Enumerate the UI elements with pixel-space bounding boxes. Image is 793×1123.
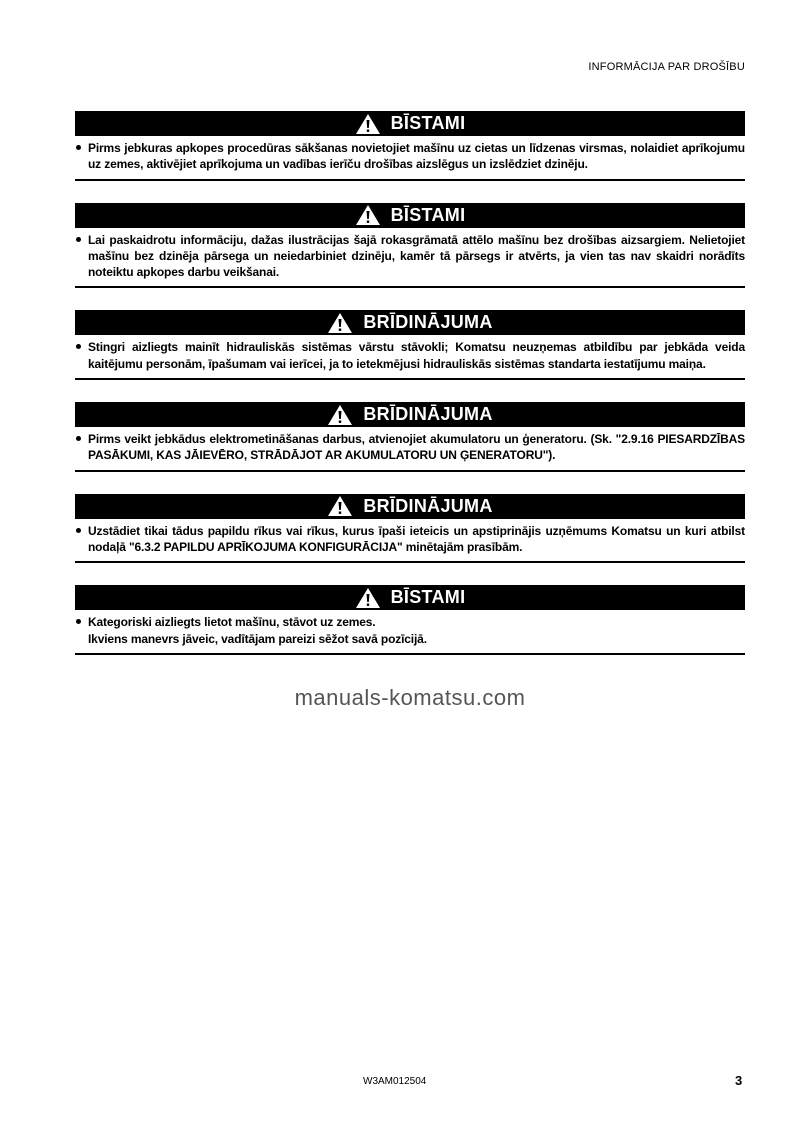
notice-header [75, 203, 745, 228]
notice-header [75, 585, 745, 610]
notice-header [75, 310, 745, 335]
safety-notice-warning [75, 402, 745, 472]
bullet-icon [76, 145, 81, 150]
bullet-icon [76, 237, 81, 242]
notice-text: Pirms veikt jebkādus elektrometināšanas darbus, atvienojiet akumulatoru un ģeneratoru. (Sk. "2.9.16 PIESARDZĪBAS PASĀKUMI, KAS JĀIEVĒRO, STRĀDĀJOT AR AKUMULATORU UN ĢENERATORU"). [88, 432, 745, 463]
warning-triangle-icon [355, 587, 381, 609]
warning-triangle-icon [327, 312, 353, 334]
warning-triangle-icon [327, 495, 353, 517]
notice-text: Ikviens manevrs jāveic, vadītājam pareizi sēžot savā pozīcijā. [88, 631, 427, 646]
notice-header [75, 494, 745, 519]
notice-title: BRĪDINĀJUMA [363, 312, 493, 333]
safety-notice-warning [75, 310, 745, 380]
notice-text: Uzstādiet tikai tādus papildu rīkus vai rīkus, kurus īpaši ieteicis un apstiprinājis uzņēmums Komatsu un kuri atbilst nodaļā "6.3.2 PAPILDU APRĪKOJUMA KONFIGURĀCIJA" minētajām prasībām. [88, 523, 745, 554]
notice-body [75, 228, 745, 289]
bullet-icon [76, 436, 81, 441]
safety-notice-danger [75, 111, 745, 181]
notice-title: BRĪDINĀJUMA [363, 404, 493, 425]
notice-text: Lai paskaidrotu informāciju, dažas ilustrācijas šajā rokasgrāmatā attēlo mašīnu bez drošības aizsargiem. Nelietojiet mašīnu bez dzinēja pārsega un neiedarbiniet dzinēju, kamēr tā pārsegs ir atvērts, ja vien tas nav skaidri norādīts noteiktu apkopes darbu veikšanai. [88, 232, 745, 280]
notice-title: BRĪDINĀJUMA [363, 495, 493, 516]
bullet-icon [76, 619, 81, 624]
safety-notices [75, 111, 745, 711]
notice-title: BĪSTAMI [390, 587, 466, 608]
notice-body [75, 519, 745, 564]
notice-title: BĪSTAMI [390, 113, 466, 133]
notice-header [75, 111, 745, 136]
warning-triangle-icon [355, 113, 381, 135]
warning-triangle-icon [327, 404, 353, 426]
notice-body [75, 427, 745, 472]
bullet-icon [76, 528, 81, 533]
notice-title: BĪSTAMI [390, 204, 466, 225]
safety-notice-danger [75, 203, 745, 289]
notice-body [75, 335, 745, 380]
warning-triangle-icon [355, 204, 381, 226]
running-header: INFORMĀCIJA PAR DROŠĪBU [588, 61, 745, 73]
safety-notice-danger [75, 585, 745, 655]
notice-header [75, 402, 745, 427]
notice-body [75, 610, 745, 655]
notice-text: Stingri aizliegts mainīt hidrauliskās sistēmas vārstu stāvokli; Komatsu neuzņemas atbildību par jebkāda veida kaitējumu personām, īpašumam vai ierīcei, ja to ietekmējusi hidrauliskās sistēmas standarta iestatījumu maiņa. [88, 340, 745, 371]
bullet-icon [76, 344, 81, 349]
notice-text: Pirms jebkuras apkopes procedūras sākšanas novietojiet mašīnu uz cietas un līdzenas virsmas, nolaidiet aprīkojumu uz zemes, aktivējiet aprīkojuma un vadības ierīču drošības aizslēgus un izslēdziet dzinēju. [88, 141, 745, 172]
notice-body [75, 136, 745, 181]
page-number: 3 [735, 1073, 743, 1088]
document-code: W3AM012504 [363, 1076, 427, 1087]
safety-notice-warning [75, 494, 745, 564]
watermark: manuals-komatsu.com [294, 684, 526, 710]
notice-text: Kategoriski aizliegts lietot mašīnu, stāvot uz zemes. [88, 615, 376, 630]
